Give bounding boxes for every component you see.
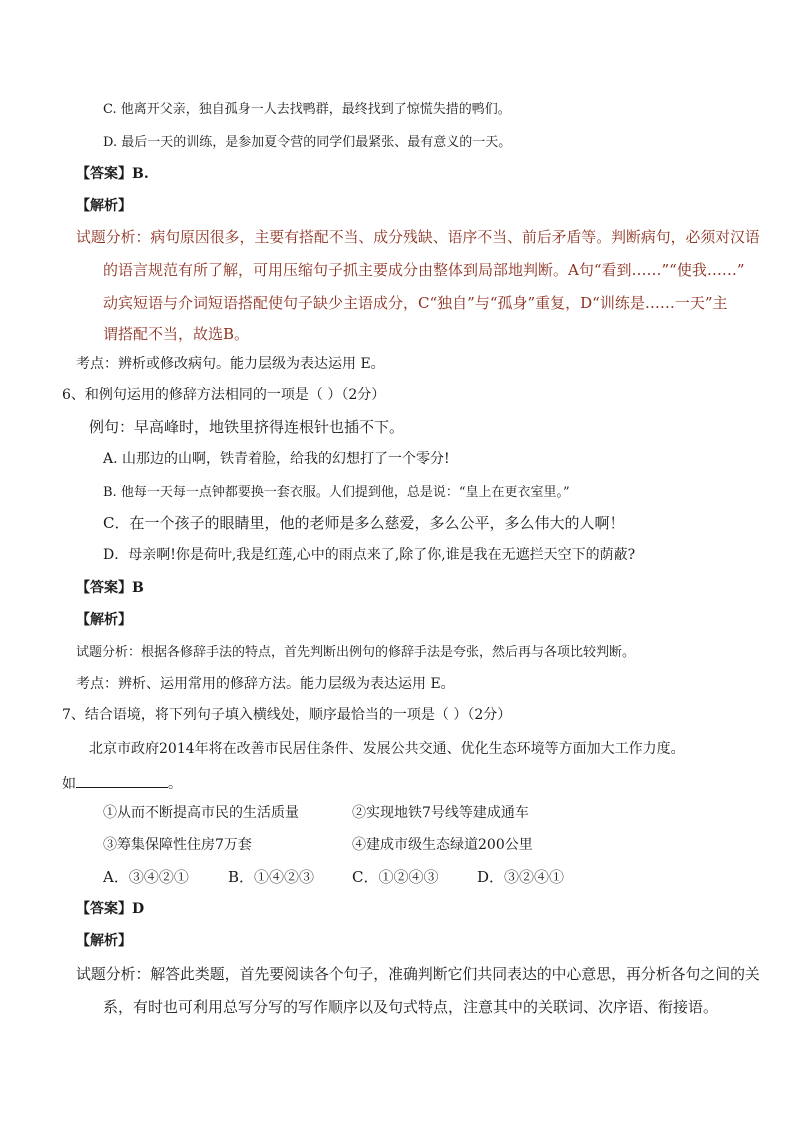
- q6-question: 6、和例句运用的修辞方法相同的一项是（ ）（2分）: [62, 387, 386, 403]
- q7-analysis-line-2: 系，有时也可利用总写分写的写作顺序以及句式特点，注意其中的关联词、次序语、衔接语。: [103, 998, 719, 1016]
- q6-kaodian: 考点：辨析、运用常用的修辞方法。能力层级为表达运用 E。: [76, 676, 455, 692]
- q7-choice-d: D．③②④①: [477, 868, 565, 886]
- q7-answer: 【答案】D: [76, 901, 145, 917]
- q5-option-c: C. 他离开父亲，独自孤身一人去找鸭群，最终找到了惊慌失措的鸭们。: [103, 102, 511, 117]
- q7-item-4: ④建成市级生态绿道200公里: [352, 837, 533, 853]
- q7-item-3: ③筹集保障性住房7万套: [103, 837, 252, 853]
- q5-answer: 【答案】B.: [76, 166, 149, 182]
- q7-item-1: ①从而不断提高市民的生活质量: [103, 805, 299, 821]
- q5-analysis-line-2: 的语言规范有所了解，可用压缩句子抓主要成分由整体到局部地判断。A句“看到……”“使我……”: [103, 261, 745, 279]
- fill-in-blank: [76, 773, 168, 788]
- q7-context-blank-line: [62, 773, 182, 791]
- q6-option-d: D．母亲啊!你是荷叶,我是红莲,心中的雨点来了,除了你,谁是我在无遮拦天空下的荫蔽?: [103, 547, 636, 563]
- q7-question: 7、结合语境，将下列句子填入横线处，顺序最恰当的一项是（ ）（2分）: [62, 707, 512, 723]
- q6-example: 例句：早高峰时，地铁里挤得连根针也插不下。: [89, 418, 405, 436]
- q7-choice-c: C．①②④③: [352, 868, 439, 886]
- q7-context-prefix: 如: [62, 776, 76, 792]
- q5-analysis-title: 【解析】: [76, 198, 132, 214]
- q5-analysis-line-4: 谓搭配不当，故选B。: [103, 325, 250, 343]
- q7-analysis-line-1: 试题分析：解答此类题，首先要阅读各个句子，准确判断它们共同表达的中心意思，再分析各句之间的关: [76, 965, 760, 983]
- q6-analysis-title: 【解析】: [76, 612, 132, 628]
- q7-analysis-title: 【解析】: [76, 933, 132, 949]
- q5-analysis-line-3: 动宾短语与介词短语搭配使句子缺少主语成分，C“独自”与“孤身”重复，D“训练是……一天”主: [103, 294, 728, 312]
- q6-analysis: 试题分析：根据各修辞手法的特点，首先判断出例句的修辞手法是夸张，然后再与各项比较判断。: [76, 645, 636, 660]
- q6-option-b: B. 他每一天每一点钟都要换一套衣服。人们提到他，总是说：“皇上在更衣室里。”: [103, 485, 570, 500]
- q6-option-c: C．在一个孩子的眼睛里，他的老师是多么慈爱，多么公平，多么伟大的人啊！: [103, 514, 625, 532]
- q6-option-a: A. 山那边的山啊，铁青着脸，给我的幻想打了一个零分!: [103, 451, 450, 467]
- q7-choice-b: B．①④②③: [228, 868, 315, 886]
- q5-option-d: D. 最后一天的训练，是参加夏令营的同学们最紧张、最有意义的一天。: [103, 135, 512, 150]
- q5-analysis-line-1: 试题分析：病句原因很多，主要有搭配不当、成分残缺、语序不当、前后矛盾等。判断病句，必须对汉语: [76, 228, 760, 246]
- q7-choice-a: A．③④②①: [103, 868, 189, 886]
- q7-item-2: ②实现地铁7号线等建成通车: [352, 805, 529, 821]
- q7-context: 北京市政府2014年将在改善市民居住条件、发展公共交通、优化生态环境等方面加大工作力度。: [89, 741, 685, 757]
- q6-answer: 【答案】B: [76, 580, 144, 596]
- q5-kaodian: 考点：辨析或修改病句。能力层级为表达运用 E。: [76, 356, 385, 372]
- q7-context-suffix: 。: [168, 776, 182, 792]
